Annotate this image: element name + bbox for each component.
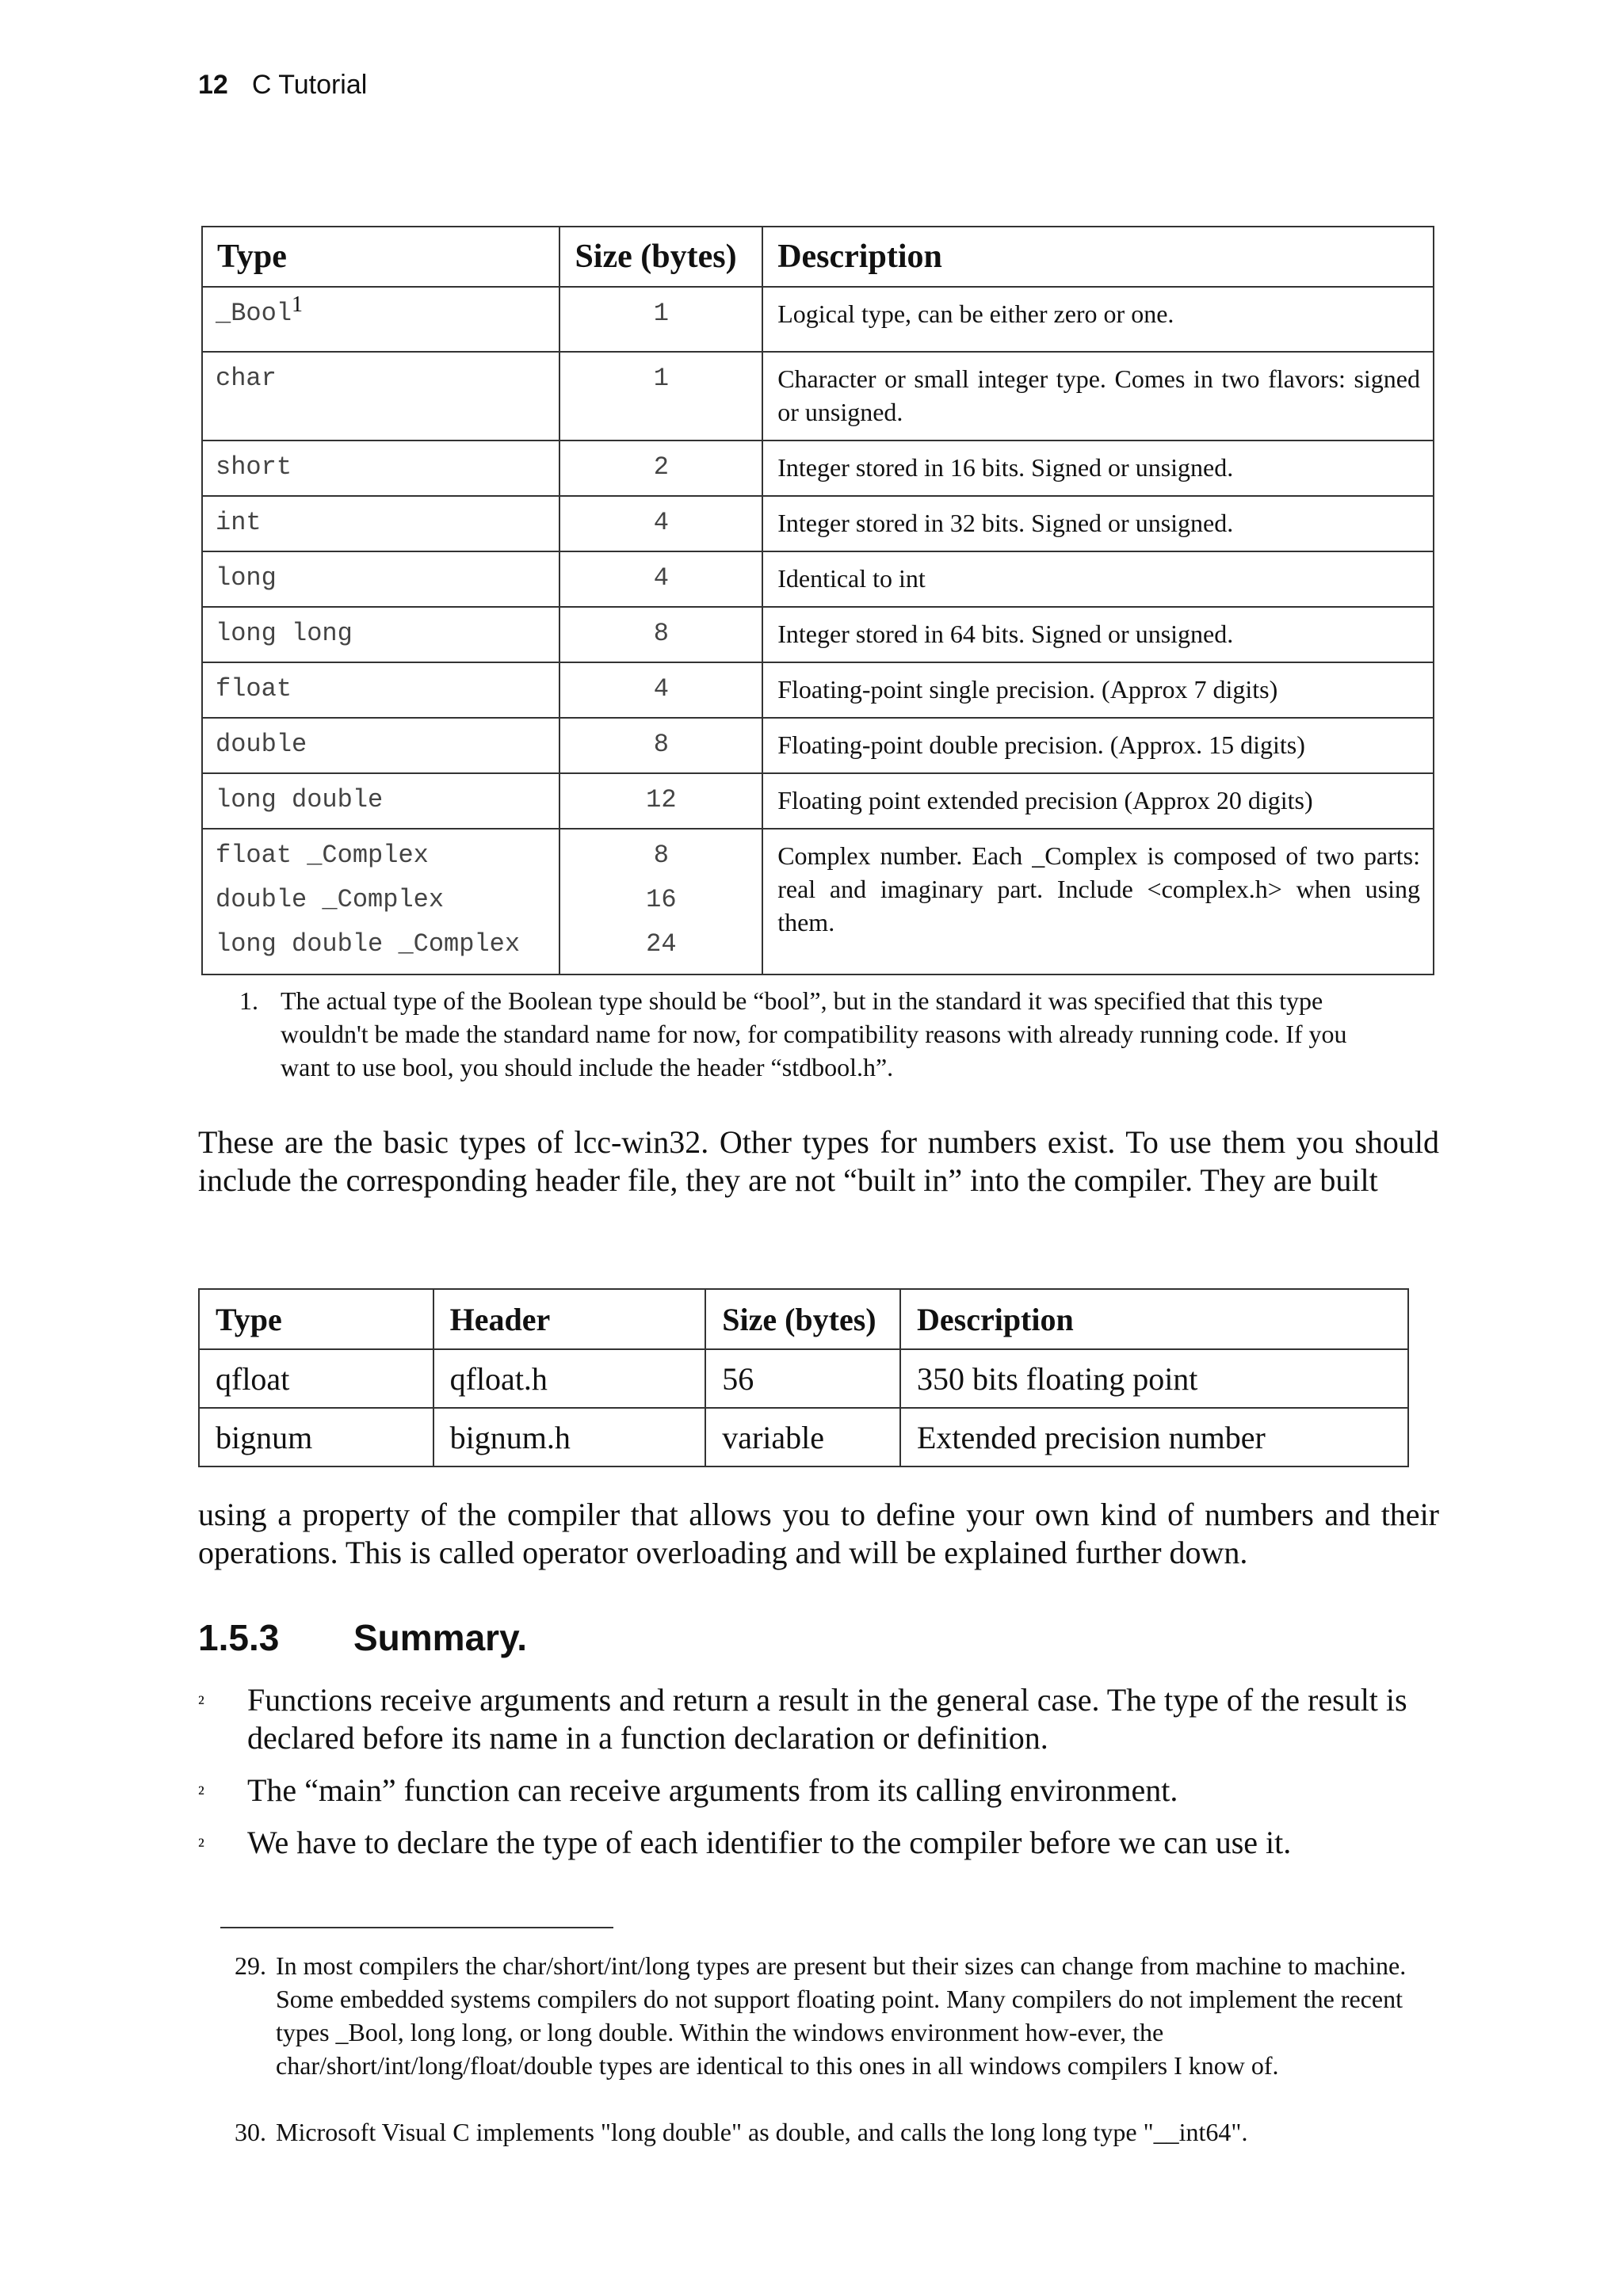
type-name: double _Complex: [216, 885, 445, 914]
column-header-type: Type: [202, 227, 559, 287]
type-cell: long: [202, 551, 559, 607]
table-cell: variable: [705, 1408, 900, 1466]
table-row: [202, 441, 1434, 496]
section-number: 1.5.3: [198, 1617, 280, 1658]
size-cell: 8: [559, 718, 762, 773]
footnote-text: In most compilers the char/short/int/long types are present but their sizes can change from machine to machine. Some embedded systems compilers do not support floating point. Many compilers do not implement the recent types _Bool, long long, or long double. Within the windows environment how-ever, the char/short/int/long/float/double types are identical to this ones in all windows compilers I know of.: [276, 1951, 1407, 2080]
description-cell: Logical type, can be either zero or one.: [762, 287, 1434, 352]
table-row: [202, 773, 1434, 829]
table-row: [202, 662, 1434, 718]
page-header: [198, 70, 367, 101]
description-cell: Integer stored in 16 bits. Signed or unsigned.: [762, 441, 1434, 496]
description-cell: Integer stored in 64 bits. Signed or unsigned.: [762, 607, 1434, 662]
body-paragraph: using a property of the compiler that allows you to define your own kind of numbers and their operations. This is called operator overloading and will be explained further down.: [198, 1497, 1439, 1570]
footnote-ref: 1: [292, 292, 304, 317]
type-cell: [202, 829, 559, 974]
size-cell: 8: [559, 607, 762, 662]
list-item: [198, 1824, 1439, 1862]
list-item: [198, 1681, 1439, 1757]
table-row: [202, 607, 1434, 662]
size-cell: 4: [559, 662, 762, 718]
table-note: [239, 984, 1381, 1084]
description-cell: Integer stored in 32 bits. Signed or unsigned.: [762, 496, 1434, 551]
type-cell: short: [202, 441, 559, 496]
table-row: [202, 551, 1434, 607]
type-cell: float: [202, 662, 559, 718]
column-header-size: Size (bytes): [705, 1289, 900, 1349]
table-cell: 350 bits floating point: [900, 1349, 1408, 1408]
type-name: _Bool: [216, 299, 292, 328]
description-cell: Floating-point double precision. (Approx. 15 digits): [762, 718, 1434, 773]
footnote-number: 30.: [235, 2118, 266, 2146]
size-cell: 2: [559, 441, 762, 496]
size-cell: 1: [559, 352, 762, 441]
type-cell: long double: [202, 773, 559, 829]
bullet-mark: ²: [198, 1691, 204, 1714]
column-header-type: Type: [199, 1289, 433, 1349]
bullet-mark: ²: [198, 1834, 204, 1857]
type-cell: [202, 287, 559, 352]
table-cell: 56: [705, 1349, 900, 1408]
list-item-text: Functions receive arguments and return a result in the general case. The type of the result is declared before its name in a function declaration or definition.: [247, 1682, 1407, 1756]
size-value: 24: [646, 929, 677, 959]
list-item-text: The “main” function can receive arguments from its calling environment.: [247, 1772, 1178, 1808]
list-item-text: We have to declare the type of each identifier to the compiler before we can use it.: [247, 1825, 1292, 1860]
type-cell: long long: [202, 607, 559, 662]
extended-types-table: [198, 1288, 1409, 1467]
body-paragraph: These are the basic types of lcc-win32. Other types for numbers exist. To use them you should include the corresponding header file, they are not “built in” into the compiler. They are built: [198, 1124, 1439, 1198]
type-name: long double _Complex: [216, 929, 521, 959]
size-cell: 12: [559, 773, 762, 829]
column-header-description: Description: [762, 227, 1434, 287]
description-cell: Floating point extended precision (Approx 20 digits): [762, 773, 1434, 829]
table-row: [202, 496, 1434, 551]
table-row: [202, 718, 1434, 773]
size-value: 8: [653, 841, 669, 870]
note-number: 1.: [239, 986, 258, 1015]
list-item: [198, 1772, 1439, 1810]
column-header-description: Description: [900, 1289, 1408, 1349]
description-cell: Identical to int: [762, 551, 1434, 607]
size-cell: 1: [559, 287, 762, 352]
type-cell: int: [202, 496, 559, 551]
bullet-mark: ²: [198, 1782, 204, 1805]
page-number: 12: [198, 70, 228, 100]
type-name: float _Complex: [216, 841, 429, 870]
column-header-size: Size (bytes): [559, 227, 762, 287]
table-cell: bignum.h: [433, 1408, 706, 1466]
size-cell: [559, 829, 762, 974]
type-cell: double: [202, 718, 559, 773]
footnote-number: 29.: [235, 1951, 266, 1980]
footnote: [235, 2115, 1407, 2149]
size-value: 16: [646, 885, 677, 914]
section-title: Summary.: [353, 1617, 528, 1658]
running-title: C Tutorial: [251, 70, 368, 100]
footnote-divider: [220, 1927, 613, 1928]
table-cell: Extended precision number: [900, 1408, 1408, 1466]
type-cell: char: [202, 352, 559, 441]
table-cell: bignum: [199, 1408, 433, 1466]
description-cell: Character or small integer type. Comes in two flavors: signed or unsigned.: [762, 352, 1434, 441]
table-row: [202, 352, 1434, 441]
table-cell: qfloat.h: [433, 1349, 706, 1408]
table-row: [199, 1349, 1408, 1408]
basic-types-table: [201, 226, 1434, 975]
section-heading: [198, 1616, 527, 1659]
table-row: [202, 287, 1434, 352]
table-row: [199, 1408, 1408, 1466]
table-cell: qfloat: [199, 1349, 433, 1408]
size-cell: 4: [559, 551, 762, 607]
description-cell: Complex number. Each _Complex is composed of two parts: real and imaginary part. Include <complex.h> when using them.: [762, 829, 1434, 974]
description-cell: Floating-point single precision. (Approx 7 digits): [762, 662, 1434, 718]
table-row: [202, 829, 1434, 974]
footnote: [235, 1949, 1407, 2082]
note-text: The actual type of the Boolean type should be “bool”, but in the standard it was specified that this type wouldn't be made the standard name for now, for compatibility reasons with already running code. If you want to use bool, you should include the header “stdbool.h”.: [281, 986, 1347, 1081]
footnote-text: Microsoft Visual C implements "long double" as double, and calls the long long type "__int64".: [276, 2118, 1248, 2146]
size-cell: 4: [559, 496, 762, 551]
column-header-header: Header: [433, 1289, 706, 1349]
